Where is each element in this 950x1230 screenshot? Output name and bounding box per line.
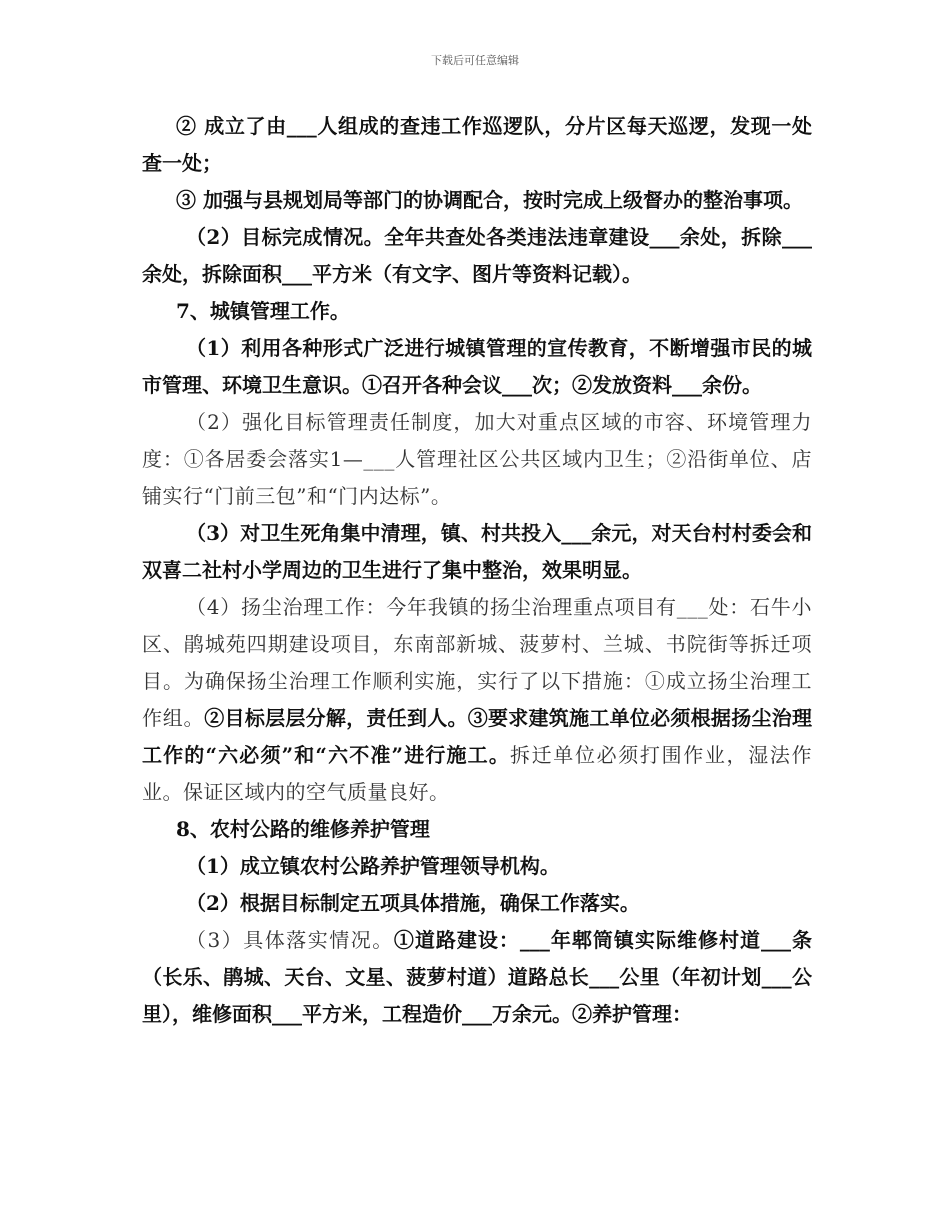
paragraph-segment: ①道路建设：___年郫筒镇实际维修村道___条（长乐、鹃城、天台、文星、菠萝村道）道路总长___公里（年初计划___公里），维修面积___平方米，工程造价___万余元。②养护管理： bbox=[142, 928, 812, 1026]
paragraph: ② 成立了由___人组成的查违工作巡逻队，分片区每天巡逻，发现一处查一处； bbox=[142, 114, 812, 175]
paragraph-segment: 拆迁单位必须打围作业，湿法作业。保证区域内的空气质量良好。 bbox=[142, 743, 813, 804]
paragraph: （2）目标完成情况。全年共查处各类违法违章建设___余处，拆除___余处，拆除面积___平方米（有文字、图片等资料记载）。 bbox=[142, 225, 812, 286]
paragraph: ③ 加强与县规划局等部门的协调配合，按时完成上级督办的整治事项。 bbox=[176, 188, 803, 212]
paragraph bbox=[142, 922, 812, 1033]
paragraph: （1）利用各种形式广泛进行城镇管理的宣传教育，不断增强市民的城市管理、环境卫生意识。①召开各种会议___次；②发放资料___余份。 bbox=[142, 336, 812, 397]
paragraph-segment: （4）扬尘治理工作：今年我镇的扬尘治理重点项目有___处：石牛小区、鹃城苑四期建设项目，东南部新城、菠萝村、兰城、书院街等拆迁项目。为确保扬尘治理工作顺利实施，实行了以下措施：①成立扬尘治理工作组。 bbox=[142, 595, 812, 730]
document-body bbox=[142, 108, 812, 1033]
paragraph-segment: （3）具体落实情况。 bbox=[186, 928, 394, 952]
paragraph: （1）成立镇农村公路养护管理领导机构。 bbox=[186, 854, 560, 878]
page-header: 下载后可任意编辑 bbox=[431, 54, 519, 67]
paragraph: （3）对卫生死角集中清理，镇、村共投入___余元，对天台村村委会和双喜二社村小学周边的卫生进行了集中整治，效果明显。 bbox=[142, 521, 812, 582]
section-heading: 8、农村公路的维修养护管理 bbox=[176, 817, 430, 841]
paragraph: （2）根据目标制定五项具体措施，确保工作落实。 bbox=[186, 891, 640, 915]
paragraph-segment: ②目标层层分解，责任到人。③要求建筑施工单位必须根据扬尘治理工作的“六必须”和“六不准”进行施工。 bbox=[142, 706, 812, 767]
paragraph: （2）强化目标管理责任制度，加大对重点区域的市容、环境管理力度：①各居委会落实1—___人管理社区公共区域内卫生；②沿街单位、店铺实行“门前三包”和“门内达标”。 bbox=[142, 410, 812, 508]
section-heading: 7、城镇管理工作。 bbox=[176, 299, 350, 323]
paragraph bbox=[142, 589, 812, 811]
